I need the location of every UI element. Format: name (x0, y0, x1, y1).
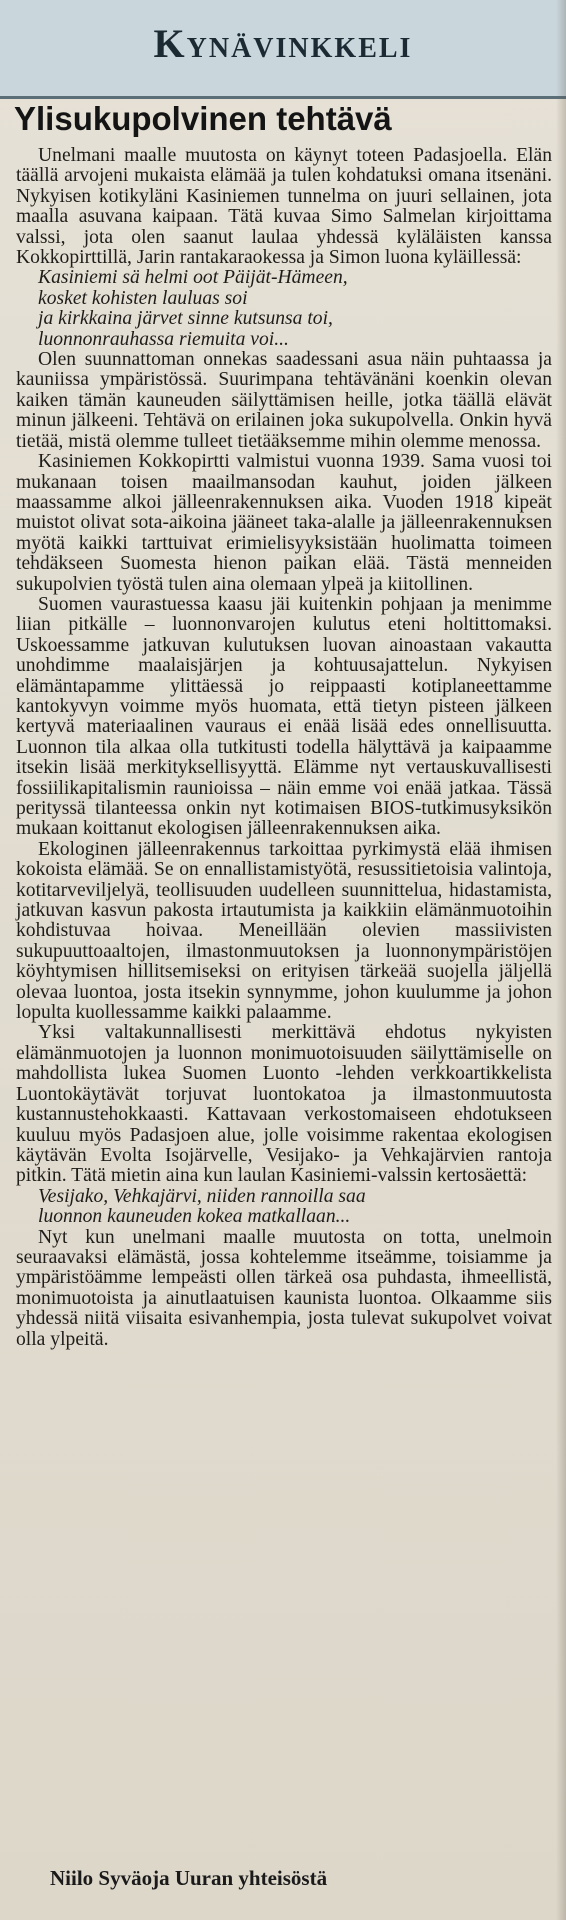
poem-line: ja kirkkaina järvet sinne kutsunsa toi, (38, 308, 333, 330)
poem-quote-2 (38, 1187, 552, 1228)
paragraph-7: Nyt kun unelmani maalle muutosta on totta, unelmoin seuraavaksi elämästä, jossa kohtelemme itseämme, toisiamme ja ympäristöämme lempeästi ollen tärkeä osa puhdasta, ihmeellistä, monimuotoista ja ainutlaatuisen kaunista luontoa. Olkaamme siis yhdessä niitä viisaita esivanhempia, josta tulevat sukupolvet voivat olla ylpeitä. (16, 1226, 552, 1350)
poem-line: luonnonrauhassa riemuita voi... (38, 328, 289, 350)
paragraph-4: Suomen vaurastuessa kaasu jäi kuitenkin pohjaan ja menimme liian pitkälle – luonnonvarojen kulutus eteni holtittomaksi. Uskoessamme jatkuvan kulutuksen luovan ainoastaan vakautta unohdimme maalaisjärjen ja kohtuusajattelun. Nykyisen elämäntapamme ylittäessä jo reippaasti kotiplaneettamme kantokyvyn voimme myös huomata, että tietyn pisteen jälkeen kertyvä materiaalinen vauraus ei enää lisää edes onnellisuutta. Luonnon tila alkaa olla tutkitusti todella hälyttävä ja kaipaamme itsekin lisää merkityksellisyyttä. Elämme nyt vertauskuvallisesti fossiilikapitalismin raunioissa – näin emme voi enää jatkaa. Tässä perityssä tilanteessa onkin nyt kotimaisen BIOS-tutkimusyksikön mukaan koittanut ekologisen jälleenrakennuksen aika. (16, 593, 552, 840)
poem-line: kosket kohisten lauluas soi (38, 287, 248, 309)
author-signature: Niilo Syväoja Uuran yhteisöstä (50, 1866, 328, 1890)
paragraph-5: Ekologinen jälleenrakennus tarkoittaa pyrkimystä elää ihmisen kokoista elämää. Se on ennallistamistyötä, resussitietoisia valintoja, kotitarveviljelyä, teollisuuden uudelleen suunnittelua, hidastamista, jatkuvan kasvun pakosta irtautumista ja kaikkiin elämänmuotoihin kohdistuvaa hoivaa. Meneillään olevien massiivisten sukupuuttoaaltojen, ilmastonmuutoksen ja luonnonympäristöjen köyhtymisen hillitsemiseksi on erityisen tärkeää suojella jäljellä olevaa luontoa, josta itsekin synnymme, johon kuulumme ja johon lopulta kuollessamme kaikki palaamme. (16, 838, 552, 1024)
column-header-bar (0, 0, 566, 99)
article-body (16, 146, 552, 1350)
article-headline: Ylisukupolvinen tehtävä (14, 100, 392, 137)
poem-line: Vesijako, Vehkajärvi, niiden rannoilla saa (38, 1185, 366, 1207)
page-edge-shadow (556, 0, 566, 1920)
paragraph-2: Olen suunnattoman onnekas saadessani asua näin puhtaassa ja kauniissa ympäristössä. Suurimpana tehtävänäni koenkin olevan kaiken tämän kauneuden säilyttämisen heille, jotka täällä elävät minun jälkeeni. Tehtävä on erilainen joka sukupolvella. Onkin hyvä tietää, mistä olemme tulleet tietääksemme mihin olemme menossa. (16, 349, 552, 452)
paragraph-1: Unelmani maalle muutosta on käynyt toteen Padasjoella. Elän täällä arvojeni mukaista elämää ja tulen kohdatuksi omana itsenäni. Nykyisen kotikyläni Kasiniemen tunnelma on juuri sellainen, jota maalla asuvana kaipaan. Tätä kuvaa Simo Salmelan kirjoittama valssi, jota olen saanut laulaa yhdessä kyläläisten kanssa Kokkopirttillä, Jarin rantakaraokessa ja Simon luona kyläillessä: (16, 145, 552, 269)
poem-line: luonnon kauneuden kokea matkallaan... (38, 1206, 351, 1228)
column-title: Kynävinkkeli (153, 21, 413, 66)
paragraph-6: Yksi valtakunnallisesti merkittävä ehdotus nykyisten elämänmuotojen ja luonnon monimuotoisuuden säilyttämiselle on mahdollista lukea Suomen Luonto -lehden verkkoartikkelista Luontokäytävät torjuvat luontokatoa ja ilmastonmuutosta kustannustehokkaasti. Kattavaan verkostomaiseen ehdotukseen kuuluu myös Padasjoen alue, jolle voisimme rakentaa ekologisen käytävän Evolta Isojärvelle, Vesijako- ja Vehkajärvien rantoja pitkin. Tätä mietin aina kun laulan Kasiniemi-valssin kertosäettä: (16, 1022, 552, 1187)
paragraph-3: Kasiniemen Kokkopirtti valmistui vuonna 1939. Sama vuosi toi mukanaan toisen maailmansodan kauhut, joiden jälkeen maassamme alkoi jälleenrakennuksen aika. Vuoden 1918 kipeät muistot olivat sota-aikoina jääneet taka-alalle ja jälleenrakennuksen myötä kaikki tarttuivat erimielisyyksistään huolimatta toimeen tehdäkseen Suomesta hienon paikan elää. Tästä menneiden sukupolvien työstä tulen aina olemaan ylpeä ja kiitollinen. (16, 451, 552, 595)
poem-quote-1 (38, 268, 552, 350)
poem-line: Kasiniemi sä helmi oot Päijät-Hämeen, (38, 267, 348, 289)
